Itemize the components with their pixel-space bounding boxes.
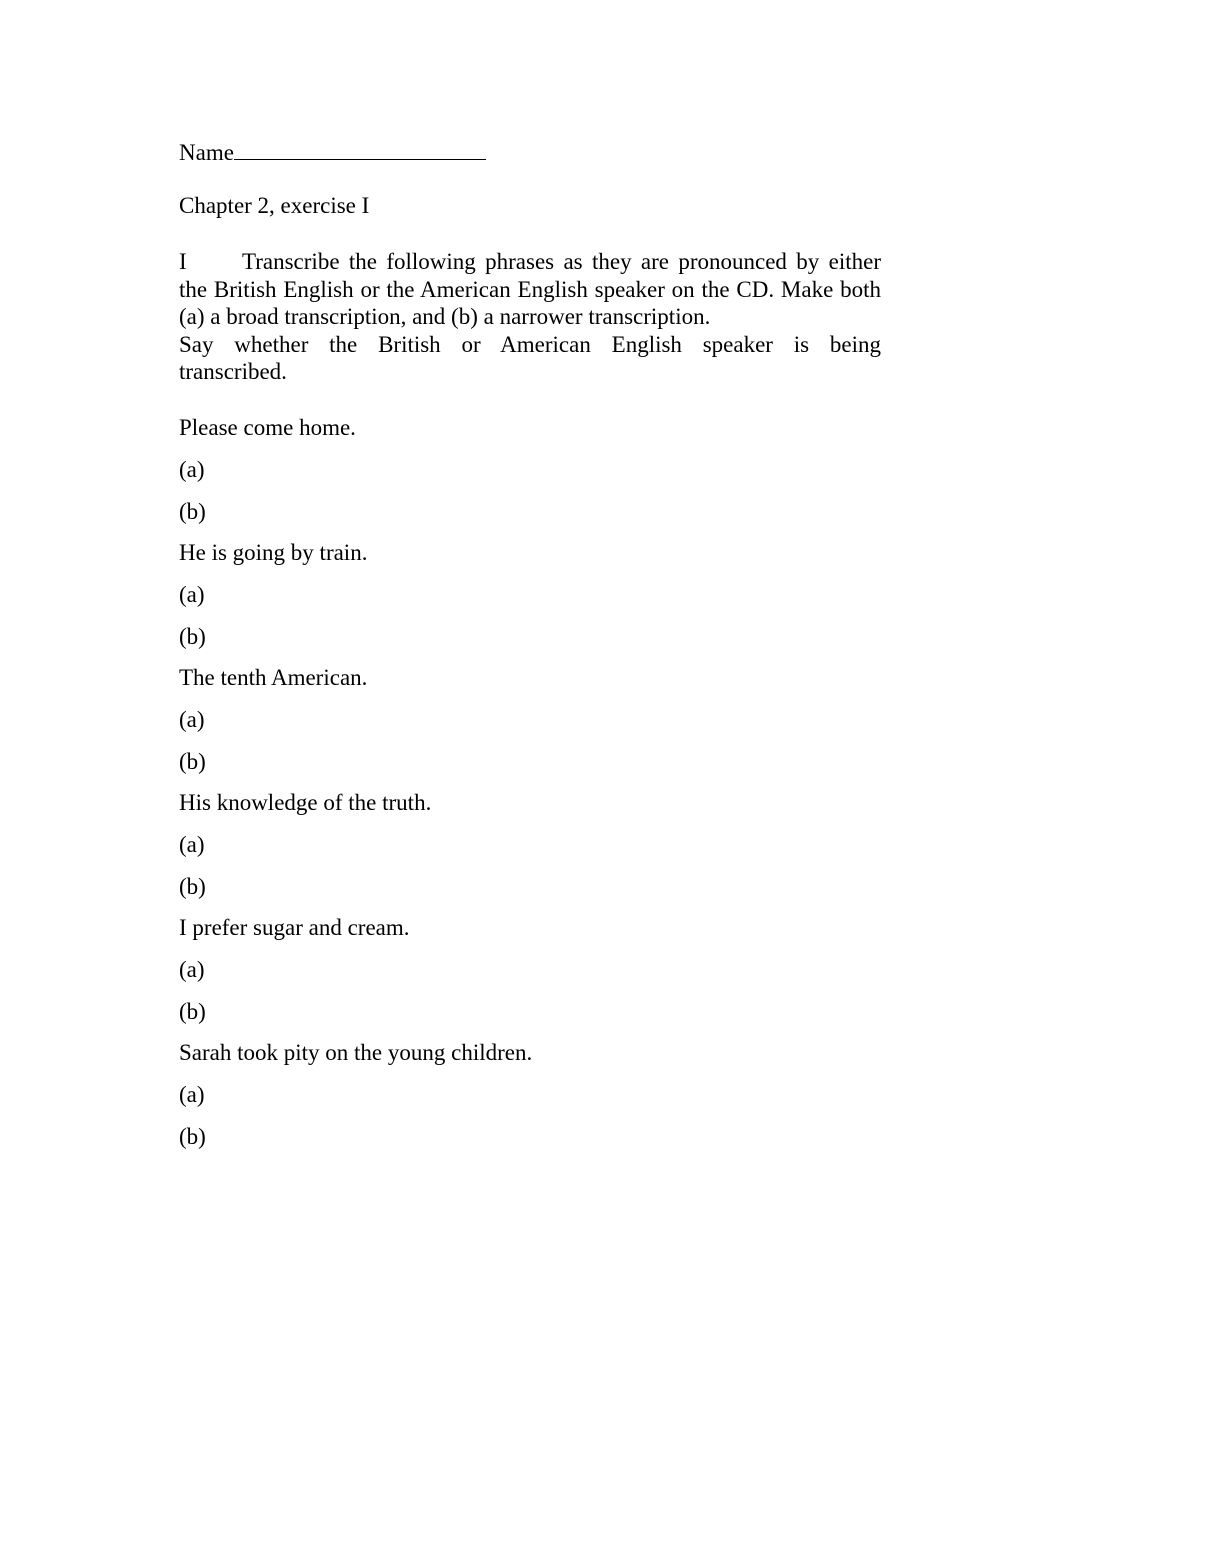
item-option-b: (b) <box>179 623 206 649</box>
name-blank-line <box>234 137 486 160</box>
item-option-b: (b) <box>179 748 206 774</box>
item-option-a: (a) <box>179 957 205 982</box>
exercise-item <box>179 789 532 914</box>
item-option-a: (a) <box>179 582 205 607</box>
item-phrase: I prefer sugar and cream. <box>179 915 410 940</box>
item-phrase: His knowledge of the truth. <box>179 790 432 815</box>
instructions-number: I <box>179 249 187 274</box>
item-option-a: (a) <box>179 457 205 482</box>
instructions <box>179 248 881 386</box>
item-option-b: (b) <box>179 873 206 899</box>
instructions-say-whether: Say whether the British or American English speaker is being <box>179 331 881 357</box>
exercise-item <box>179 664 532 789</box>
item-phrase: The tenth American. <box>179 665 368 690</box>
item-option-a: (a) <box>179 707 205 732</box>
item-option-b: (b) <box>179 498 206 524</box>
exercise-item <box>179 1039 532 1164</box>
exercise-item <box>179 414 532 539</box>
instructions-paragraph <box>179 248 881 331</box>
item-option-a: (a) <box>179 1082 205 1107</box>
item-option-b: (b) <box>179 1123 206 1149</box>
item-option-b: (b) <box>179 998 206 1024</box>
chapter-title: Chapter 2, exercise I <box>179 193 370 218</box>
exercise-items <box>179 414 532 1164</box>
item-phrase: Sarah took pity on the young children. <box>179 1040 533 1065</box>
item-phrase: He is going by train. <box>179 540 368 565</box>
item-phrase: Please come home. <box>179 415 356 440</box>
instructions-say-whether-end: transcribed. <box>179 359 287 385</box>
name-field <box>179 137 486 167</box>
name-label: Name <box>179 140 234 165</box>
exercise-item <box>179 914 532 1039</box>
exercise-item <box>179 539 532 664</box>
item-option-a: (a) <box>179 832 205 857</box>
instructions-text: Transcribe the following phrases as they are pronounced by either the British English or the American English speaker on the CD. Make both (a) a broad transcription, and (b) a narrower transcription. <box>179 249 881 330</box>
